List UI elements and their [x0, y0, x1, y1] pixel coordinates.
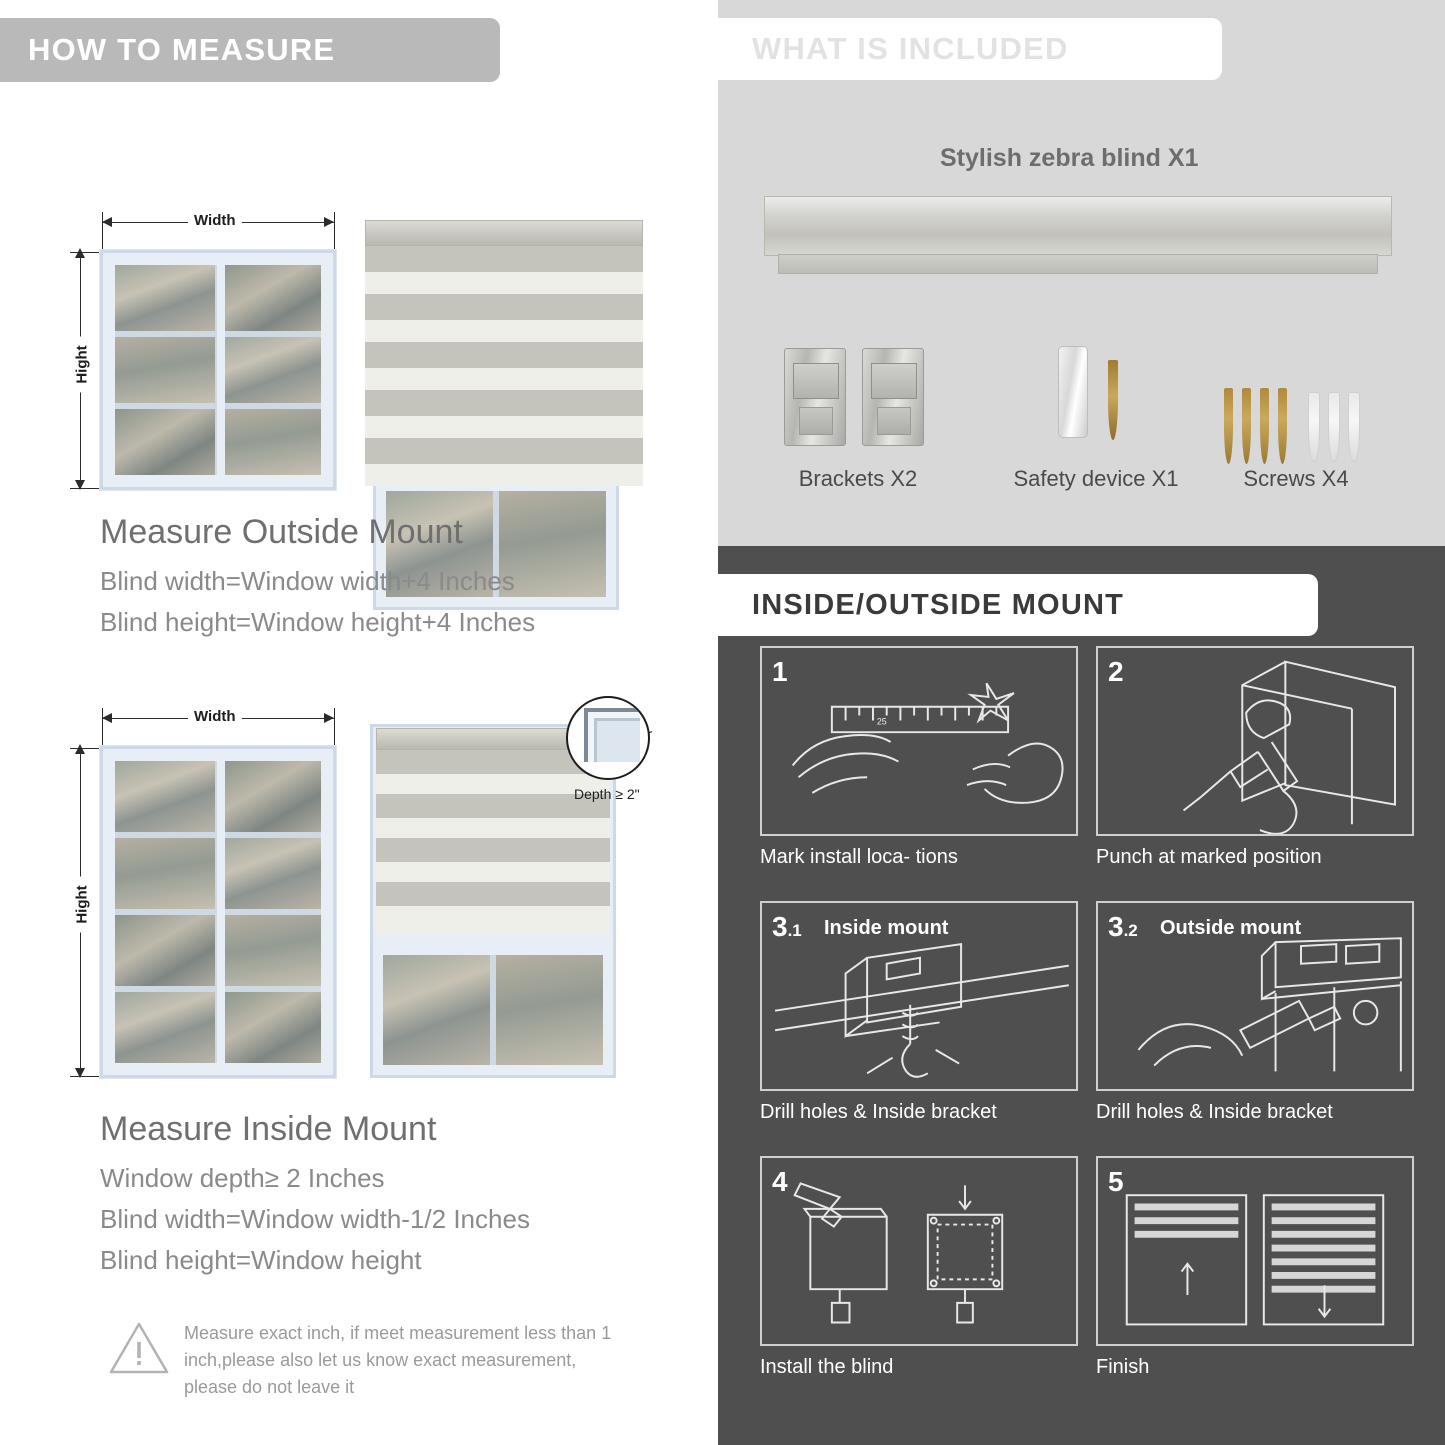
- step-number-sub: .2: [1123, 921, 1138, 940]
- window-pane: [221, 265, 321, 331]
- part-safety-device: [1000, 340, 1192, 520]
- screw-icon: [1242, 388, 1251, 464]
- blind-headrail-product: [764, 196, 1392, 256]
- wall-anchor-icon: [1348, 392, 1360, 462]
- step-number-value: 3: [1108, 911, 1124, 942]
- outside-window-frame: [100, 250, 336, 490]
- how-to-measure-title: HOW TO MEASURE: [28, 32, 336, 67]
- window-pane: [221, 337, 321, 403]
- step-number-value: 2: [1108, 656, 1124, 687]
- inside-height-arrow-up: [75, 744, 85, 754]
- inside-width-tick-left: [102, 708, 103, 746]
- outside-width-tick-left: [102, 212, 103, 250]
- step-number-value: 4: [772, 1166, 788, 1197]
- wall-anchor-icon: [1328, 392, 1340, 462]
- inside-width-arrow-left: [102, 713, 112, 723]
- inside-blind-behind-panes: [383, 955, 603, 1065]
- window-mullion: [217, 749, 225, 1075]
- outside-width-arrow-right: [324, 217, 334, 227]
- window-pane: [499, 491, 606, 597]
- inside-bracket-sketch: [762, 903, 1076, 1089]
- window-pane: [115, 337, 215, 403]
- step-1-caption: Mark install loca- tions: [760, 846, 958, 868]
- step-3-1: [760, 901, 1078, 1124]
- step-3-2-illustration: [1096, 901, 1414, 1091]
- blind-fabric: [365, 246, 643, 486]
- step-1: [760, 646, 1078, 869]
- inside-height-label: Hight: [74, 877, 91, 933]
- step-number-value: 3: [772, 911, 788, 942]
- step-4: [760, 1156, 1078, 1379]
- finish-sketch: [1098, 1158, 1412, 1344]
- how-to-measure-panel: [0, 0, 712, 1445]
- step-3-2-caption: Drill holes & Inside bracket: [1096, 1101, 1333, 1123]
- zebra-blind-outside: [365, 220, 643, 486]
- outside-mount-line1: Blind width=Window width+4 Inches: [100, 566, 515, 596]
- inside-blind-illustration: [370, 724, 616, 1078]
- measure-note-text: Measure exact inch, if meet measurement less than 1 inch,please also let us know exact measurement, please do not leave it: [184, 1323, 612, 1397]
- mark-location-sketch: [762, 648, 1076, 834]
- blind-bottomrail-product: [778, 254, 1378, 274]
- outside-width-arrow-left: [102, 217, 112, 227]
- svg-text:25: 25: [876, 716, 887, 727]
- step-5: [1096, 1156, 1414, 1379]
- safety-device-icon: [1058, 346, 1088, 438]
- inside-window-frame: [100, 746, 336, 1078]
- inside-width-arrow-right: [324, 713, 334, 723]
- window-pane: [115, 265, 215, 331]
- measure-note: [108, 1320, 668, 1401]
- screw-icon: [1108, 360, 1118, 440]
- part-screws: [1208, 340, 1384, 520]
- step-2: [1096, 646, 1414, 869]
- bracket-icon: [784, 348, 846, 446]
- inside-outside-mount-title: INSIDE/OUTSIDE MOUNT: [752, 588, 1125, 621]
- step-2-illustration: [1096, 646, 1414, 836]
- blind-headrail: [365, 220, 643, 246]
- window-pane: [115, 761, 215, 832]
- window-pane: [221, 992, 321, 1063]
- step-4-illustration: [760, 1156, 1078, 1346]
- included-blind-product: [764, 196, 1392, 282]
- window-pane: [115, 838, 215, 909]
- inside-outside-mount-banner: [718, 574, 1318, 636]
- inside-mount-heading: Measure Inside Mount: [100, 1110, 437, 1148]
- window-pane: [383, 955, 490, 1065]
- depth-callout-circle: [566, 696, 650, 780]
- screw-icon: [1278, 388, 1287, 464]
- step-3-2-inline-label: Outside mount: [1160, 917, 1302, 939]
- outside-mount-line2: Blind height=Window height+4 Inches: [100, 607, 536, 637]
- step-number-value: 5: [1108, 1166, 1124, 1197]
- bracket-icon: [862, 348, 924, 446]
- step-5-caption: Finish: [1096, 1356, 1150, 1378]
- screw-icon: [1224, 388, 1233, 464]
- step-3-1-inline-label: Inside mount: [824, 917, 949, 939]
- outside-bracket-sketch: [1098, 903, 1412, 1089]
- window-pane: [115, 409, 215, 475]
- how-to-measure-banner: [0, 18, 500, 82]
- inside-width-label: Width: [188, 708, 242, 725]
- step-3-2: [1096, 901, 1414, 1124]
- outside-mount-illustration: [0, 100, 712, 520]
- included-product-title: Stylish zebra blind X1: [940, 144, 1199, 172]
- step-3-1-caption: Drill holes & Inside bracket: [760, 1101, 997, 1123]
- inside-width-tick-right: [334, 708, 335, 746]
- install-blind-sketch: [762, 1158, 1076, 1344]
- part-safety-device-label: Safety device X1: [1013, 466, 1179, 491]
- window-pane: [115, 992, 215, 1063]
- outside-mount-heading: Measure Outside Mount: [100, 513, 463, 551]
- step-4-caption: Install the blind: [760, 1356, 894, 1378]
- warning-triangle-icon: [108, 1320, 170, 1376]
- outside-height-arrow-up: [75, 248, 85, 258]
- drill-punch-sketch: [1098, 648, 1412, 834]
- window-pane: [221, 838, 321, 909]
- inside-mount-line1: Window depth≥ 2 Inches: [100, 1163, 385, 1193]
- window-pane: [115, 915, 215, 986]
- depth-callout-corner-inner: [594, 718, 640, 762]
- inside-mount-line2: Blind width=Window width-1/2 Inches: [100, 1204, 530, 1234]
- depth-callout-label: Depth ≥ 2": [574, 786, 640, 802]
- step-number-sub: .1: [787, 921, 802, 940]
- window-pane: [221, 761, 321, 832]
- outside-height-label: Hight: [74, 337, 91, 393]
- step-3-1-illustration: [760, 901, 1078, 1091]
- step-number-value: 1: [772, 656, 788, 687]
- step-2-caption: Punch at marked position: [1096, 846, 1322, 868]
- whats-included-banner: [718, 18, 1222, 80]
- part-brackets: [770, 348, 946, 518]
- inside-mount-line3: Blind height=Window height: [100, 1245, 422, 1275]
- outside-blind-illustration: [365, 220, 643, 490]
- screw-icon: [1260, 388, 1269, 464]
- window-mullion: [217, 253, 225, 487]
- inside-mount-illustration: [0, 696, 712, 1106]
- step-1-illustration: [760, 646, 1078, 836]
- window-pane: [221, 409, 321, 475]
- wall-anchor-icon: [1308, 392, 1320, 462]
- part-screws-label: Screws X4: [1243, 466, 1349, 491]
- step-5-illustration: [1096, 1156, 1414, 1346]
- part-brackets-label: Brackets X2: [798, 466, 918, 491]
- window-pane: [221, 915, 321, 986]
- window-pane: [496, 955, 603, 1065]
- mount-steps-panel: [718, 546, 1445, 1445]
- outside-width-tick-right: [334, 212, 335, 250]
- outside-width-label: Width: [188, 212, 242, 229]
- blind-fabric: [376, 750, 610, 954]
- whats-included-title: WHAT IS INCLUDED: [752, 31, 1069, 66]
